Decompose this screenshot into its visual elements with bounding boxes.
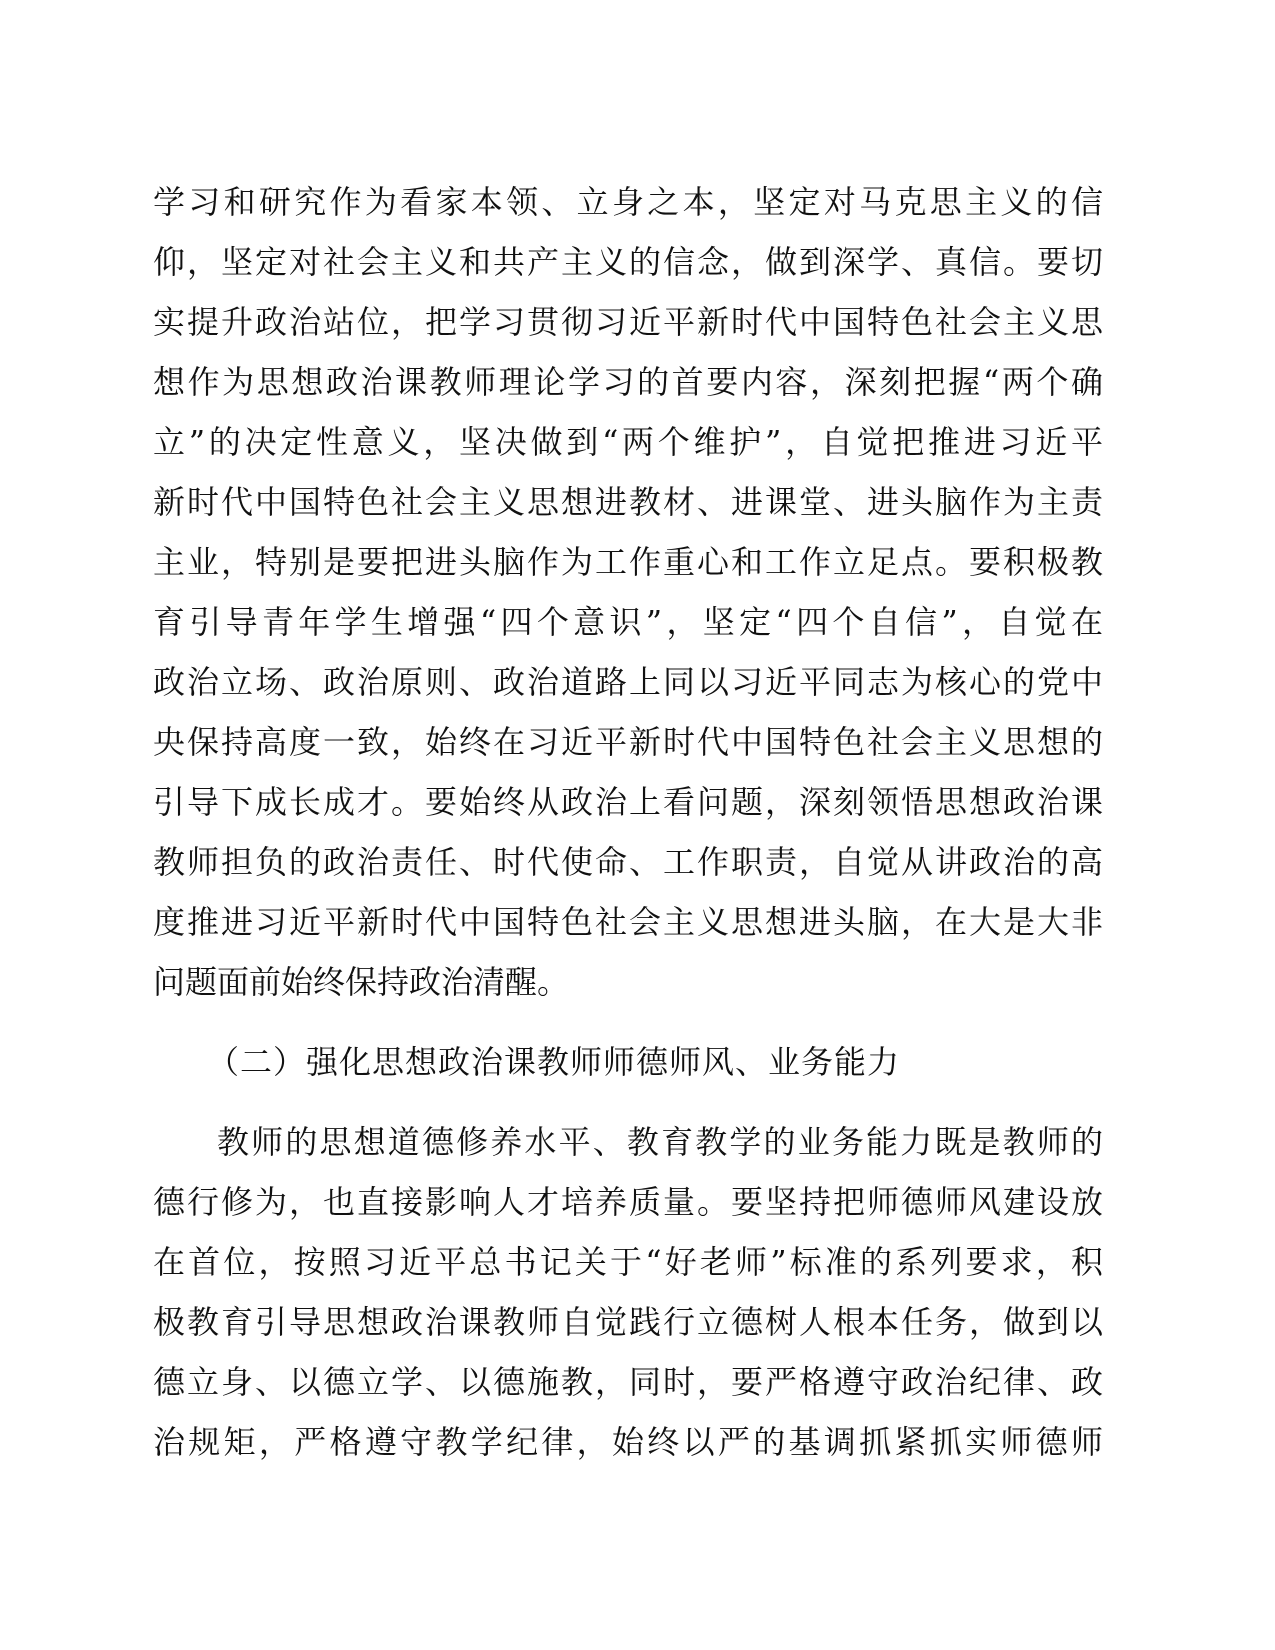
paragraph-line: 仰，坚定对社会主义和共产主义的信念，做到深学、真信。要切 (153, 243, 1103, 281)
paragraph-line: 实提升政治站位，把学习贯彻习近平新时代中国特色社会主义思 (153, 303, 1103, 341)
section-heading: （二）强化思想政治课教师师德师风、业务能力 (207, 1043, 901, 1081)
paragraph-line: 想作为思想政治课教师理论学习的首要内容，深刻把握“两个确 (153, 363, 1103, 401)
paragraph-line: 新时代中国特色社会主义思想进教材、进课堂、进头脑作为主责 (153, 483, 1103, 521)
paragraph-line: 问题面前始终保持政治清醒。 (153, 963, 570, 1001)
paragraph-line: 德立身、以德立学、以德施教，同时，要严格遵守政治纪律、政 (153, 1363, 1103, 1401)
paragraph-line: 教师的思想道德修养水平、教育教学的业务能力既是教师的 (217, 1123, 1103, 1161)
paragraph-line: 育引导青年学生增强“四个意识”，坚定“四个自信”，自觉在 (153, 603, 1103, 641)
paragraph-line: 学习和研究作为看家本领、立身之本，坚定对马克思主义的信 (153, 183, 1103, 221)
paragraph-line: 央保持高度一致，始终在习近平新时代中国特色社会主义思想的 (153, 723, 1103, 761)
paragraph-line: 立”的决定性意义，坚决做到“两个维护”，自觉把推进习近平 (153, 423, 1103, 461)
paragraph-line: 主业，特别是要把进头脑作为工作重心和工作立足点。要积极教 (153, 543, 1103, 581)
paragraph-line: 教师担负的政治责任、时代使命、工作职责，自觉从讲政治的高 (153, 843, 1103, 881)
paragraph-line: 度推进习近平新时代中国特色社会主义思想进头脑，在大是大非 (153, 903, 1103, 941)
paragraph-line: 在首位，按照习近平总书记关于“好老师”标准的系列要求，积 (153, 1243, 1103, 1281)
paragraph-line: 德行修为，也直接影响人才培养质量。要坚持把师德师风建设放 (153, 1183, 1103, 1221)
paragraph-line: 引导下成长成才。要始终从政治上看问题，深刻领悟思想政治课 (153, 783, 1103, 821)
paragraph-line: 政治立场、政治原则、政治道路上同以习近平同志为核心的党中 (153, 663, 1103, 701)
paragraph-line: 极教育引导思想政治课教师自觉践行立德树人根本任务，做到以 (153, 1303, 1103, 1341)
paragraph-line: 治规矩，严格遵守教学纪律，始终以严的基调抓紧抓实师德师 (153, 1423, 1103, 1461)
